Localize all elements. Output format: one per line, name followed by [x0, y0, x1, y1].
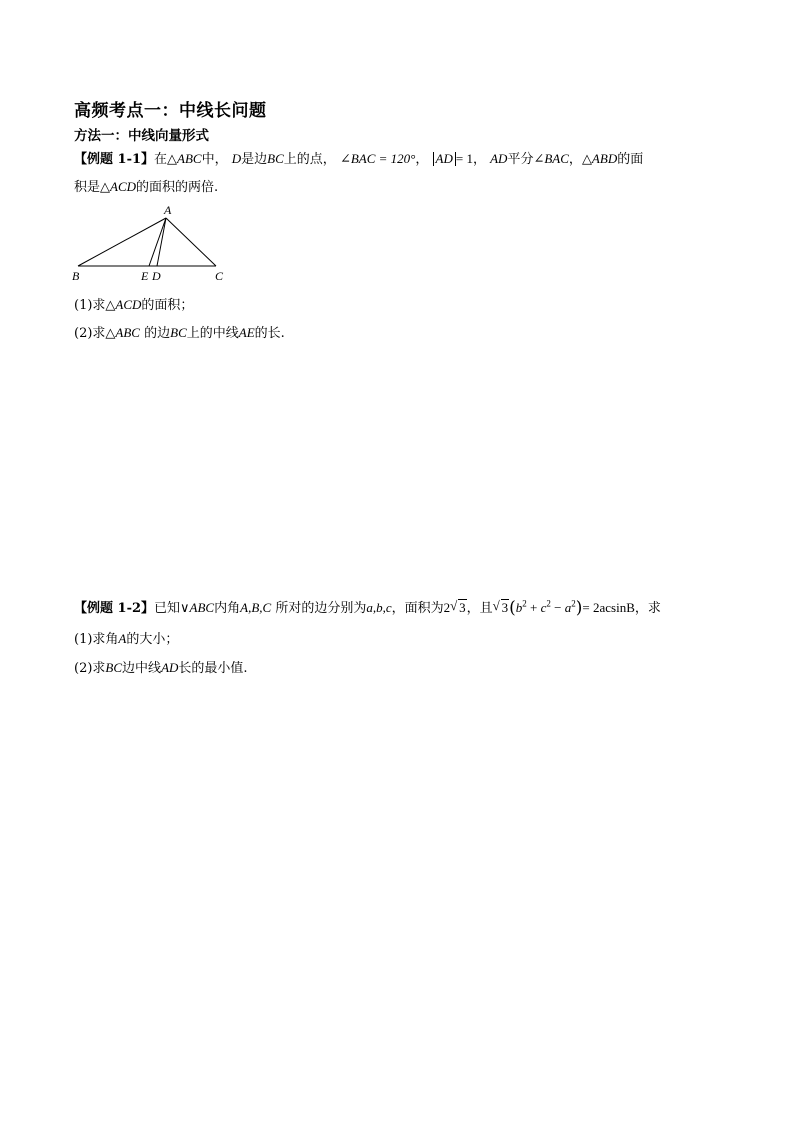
math-triangle-abc: △ABC [167, 151, 202, 166]
text: 中， [201, 152, 228, 167]
text: 上的中线 [186, 326, 239, 341]
example-1-1-question-1 [74, 294, 193, 313]
vertex-label-a: A [164, 203, 172, 217]
text: 的边 [144, 326, 171, 341]
text: ， [472, 152, 486, 167]
text: (1)求角 [74, 632, 119, 647]
edge-ab [78, 218, 166, 266]
example-1-1-line-2 [74, 176, 218, 195]
math-radicand: 3 [501, 600, 509, 615]
text: 的面积； [141, 298, 194, 313]
text: 积是 [74, 180, 101, 195]
math-exponent: 2 [546, 598, 551, 609]
math-segment-bc: BC [170, 325, 187, 340]
math-segment-bc: BC [105, 660, 123, 675]
math-var-a: a [564, 600, 572, 615]
math-segment-bc: BC [267, 151, 284, 166]
example-1-2-line-1: 【例题 1-2】已知∨ABC内角A,B,C 所对的边分别为a,b,c，面积为2√ 3，且√ $3(b^2 + c^2 - a^2)= 2acsinB$，求 [74, 597, 661, 618]
text: 的大小； [126, 632, 179, 647]
bisector-ad [157, 218, 166, 266]
math-triangle-abd: △ABD [581, 151, 618, 166]
text: 是边 [241, 152, 268, 167]
math-sqrt-coef [493, 600, 510, 616]
math-segment-ad: AD [161, 660, 179, 675]
example-1-1-line-1 [74, 148, 643, 167]
math-triangle-acd: △ACD [100, 179, 137, 194]
math-area-coef: 2 [443, 600, 451, 615]
math-angles: A,B,C [240, 600, 272, 615]
text: (2)求 [74, 661, 106, 676]
example-1-2-label: 【例题 1-2】 [74, 601, 155, 616]
point-label-d: D [152, 269, 161, 283]
math-angle-expression: ∠BAC = 120° [339, 151, 416, 166]
text: ， [568, 152, 582, 167]
example-1-1-question-2 [74, 322, 285, 341]
triangle-figure [66, 200, 236, 290]
math-var-c: c [540, 600, 547, 615]
text: (1)求 [74, 298, 106, 313]
text: 所对的边分别为 [275, 601, 367, 616]
text: 的面积的两倍. [136, 180, 219, 195]
math-angle-bac: ∠BAC [533, 151, 569, 166]
example-1-1-label: 【例题 1-1】 [74, 152, 155, 167]
text: ，求 [634, 601, 661, 616]
math-point-d: D [231, 151, 242, 166]
math-triangle-abc: △ABC [105, 325, 140, 340]
example-1-2-question-2 [74, 657, 248, 676]
text: 长的最小值. [178, 661, 248, 676]
math-var-b: b [515, 600, 523, 615]
math-exponent: 2 [571, 598, 576, 609]
text: ，且 [466, 601, 493, 616]
math-exponent: 2 [522, 598, 527, 609]
math-triangle-abc: ∨ABC [180, 600, 215, 615]
vertex-label-c: C [215, 269, 224, 283]
math-sides: a,b,c [366, 600, 392, 615]
math-triangle-acd: △ACD [105, 297, 142, 312]
median-ae [149, 218, 166, 266]
math-segment-ae: AE [238, 325, 255, 340]
method-subheading: 方法一：中线向量形式 [74, 128, 209, 144]
text: 平分 [507, 152, 534, 167]
math-equation-rhs: = 2acsinB [582, 600, 635, 615]
math-sqrt-area [450, 600, 467, 616]
text: 在 [154, 152, 168, 167]
text: 边中线 [122, 661, 162, 676]
example-1-2-question-1 [74, 628, 178, 647]
text: (2)求 [74, 326, 106, 341]
math-radicand: 3 [459, 600, 466, 615]
math-equals-one: = 1 [455, 151, 473, 166]
section-heading: 高频考点一：中线长问题 [74, 101, 267, 121]
text: 上的点， [283, 152, 336, 167]
text: 已知 [154, 601, 181, 616]
edge-ac [166, 218, 216, 266]
text: 内角 [214, 601, 241, 616]
text: ，面积为 [391, 601, 444, 616]
text: 的长. [254, 326, 285, 341]
vertex-label-b: B [72, 269, 80, 283]
math-segment-ad: AD [490, 151, 508, 166]
text: 的面 [617, 152, 644, 167]
math-abs-ad: AD [433, 152, 456, 166]
text: ， [415, 152, 429, 167]
math-angle-a: A [118, 631, 127, 646]
point-label-e: E [141, 269, 149, 283]
